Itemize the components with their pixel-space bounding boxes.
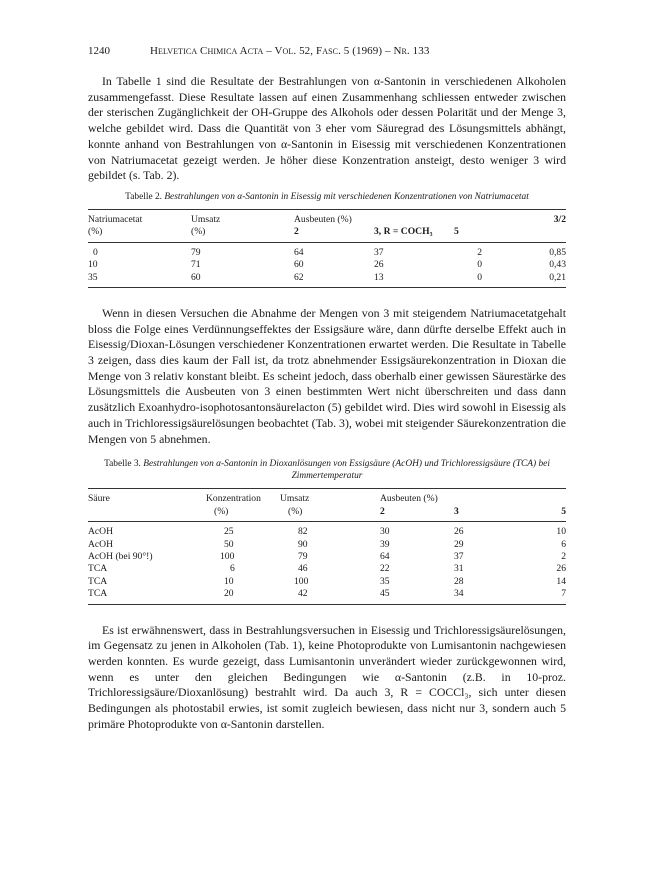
table-2 [88, 209, 566, 288]
t3-cell-c5: 14 [556, 575, 566, 587]
table-row [88, 551, 566, 563]
t2-header-c5: 5 [454, 226, 459, 238]
table-3-header-row [88, 489, 566, 506]
t2-header-natrium-unit: (%) [88, 226, 103, 238]
t3-header-konz-unit: (%) [214, 505, 229, 517]
t2-header-c3: 3, R = COCH₃ [374, 226, 433, 238]
t3-cell-c5: 6 [561, 538, 566, 550]
t3-cell-c5: 26 [556, 563, 566, 575]
t3-cell-c2: 45 [380, 588, 390, 600]
t3-header-c3: 3 [454, 505, 459, 517]
table-row [88, 588, 566, 604]
t3-cell-konz: 10 [224, 575, 234, 587]
table-row [88, 272, 566, 288]
t3-cell-saeure: TCA [88, 563, 108, 575]
t2-cell-umsatz: 60 [191, 271, 201, 283]
t3-cell-saeure: AcOH [88, 526, 114, 538]
t3-cell-umsatz: 46 [298, 563, 308, 575]
t2-cell-ratio: 0,85 [549, 246, 566, 258]
t3-cell-umsatz: 100 [294, 575, 309, 587]
table-3-label: Tabelle 3. [104, 459, 141, 470]
t2-cell-c5: 0 [477, 259, 482, 271]
t3-cell-c2: 39 [380, 538, 390, 550]
t3-cell-c3: 34 [454, 588, 464, 600]
t2-cell-c5: 2 [477, 246, 482, 258]
t2-cell-umsatz: 79 [191, 246, 201, 258]
t2-cell-c2: 64 [294, 246, 304, 258]
t2-cell-c3: 13 [374, 271, 384, 283]
running-title: Helvetica Chimica Acta – Vol. 52, Fasc. 5 (1969) – Nr. 133 [150, 45, 430, 57]
running-header [88, 44, 566, 58]
table-2-label: Tabelle 2. [125, 191, 162, 202]
t3-cell-c2: 22 [380, 563, 390, 575]
t3-cell-c2: 30 [380, 526, 390, 538]
t3-cell-c3: 37 [454, 550, 464, 562]
t3-cell-c5: 7 [561, 588, 566, 600]
t2-header-umsatz-unit: (%) [191, 226, 206, 238]
t2-cell-c3: 26 [374, 259, 384, 271]
t2-header-ratio: 3/2 [553, 213, 566, 225]
t3-header-ausbeuten: Ausbeuten (%) [380, 493, 438, 505]
table-2-subheader-row [88, 226, 566, 242]
table-3-title: Bestrahlungen von α-Santonin in Dioxanlösungen von Essigsäure (AcOH) und Trichloressigsäure (TCA) bei Zimmertemperatur [143, 459, 550, 482]
t3-cell-umsatz: 82 [298, 526, 308, 538]
t3-header-umsatz: Umsatz [280, 493, 310, 505]
t2-cell-c2: 62 [294, 271, 304, 283]
t2-cell-ratio: 0,21 [549, 271, 566, 283]
table-row [88, 259, 566, 271]
t3-cell-saeure: TCA [88, 575, 108, 587]
t3-cell-c5: 10 [556, 526, 566, 538]
t3-header-saeure: Säure [88, 493, 110, 505]
paragraph-1: In Tabelle 1 sind die Resultate der Bestrahlungen von α-Santonin in verschiedenen Alkoholen zusammengefasst. Diese Resultate lassen auf einen Zusammenhang schliessen entweder zwischen der sterischen Zugänglichkeit der OH-Gruppe des Alkohols oder dessen Polarität und der Menge 3, welche gebildet wird. Dass die Quantität von 3 eher vom Säuregrad des Lösungsmittels abhängt, konnte anhand von Bestrahlungen von α-Santonin in Eisessig mit verschiedenen Konzentrationen von Natriumacetat gezeigt werden. Je höher diese Konzentration ansteigt, desto weniger 3 wird gebildet (s. Tab. 2). [88, 74, 566, 183]
t3-cell-umsatz: 42 [298, 588, 308, 600]
t3-cell-konz: 100 [220, 550, 235, 562]
t2-cell-natrium: 10 [88, 259, 98, 271]
t3-cell-umsatz: 79 [298, 550, 308, 562]
t2-header-umsatz: Umsatz [191, 213, 221, 225]
t2-header-c2: 2 [294, 226, 299, 238]
t3-cell-saeure: TCA [88, 588, 108, 600]
t2-cell-ratio: 0,43 [549, 259, 566, 271]
page [88, 44, 566, 732]
t2-cell-umsatz: 71 [191, 259, 201, 271]
t3-cell-c3: 31 [454, 563, 464, 575]
t2-cell-c2: 60 [294, 259, 304, 271]
t3-cell-konz: 6 [230, 563, 235, 575]
table-row [88, 539, 566, 551]
t3-cell-c3: 28 [454, 575, 464, 587]
t2-header-natrium: Natriumacetat [88, 213, 143, 225]
table-3-subheader-row [88, 506, 566, 522]
paragraph-3: Es ist erwähnenswert, dass in Bestrahlungsversuchen in Eisessig und Trichloressigsäurelösungen, im Gegensatz zu jenen in Alkoholen (Tab. 1), keine Photoprodukte von Lumisantonin nachgewiesen werden konnten. Es wurde gezeigt, dass Lumisantonin unverändert wieder zurückgewonnen wird, wenn es unter den gleichen Bedingungen wie α-Santonin (z.B. in 10-proz. Trichloressigsäure/Dioxanlösung) bestrahlt wird. Da auch 3, R = COCCl₃, sich unter diesen Bedingungen als photostabil erwies, ist somit zugleich bewiesen, dass nicht nur 3, sondern auch 5 primäre Photoprodukte von α-Santonin darstellen. [88, 622, 566, 731]
t2-header-ausbeuten: Ausbeuten (%) [294, 213, 352, 225]
t3-cell-c3: 29 [454, 538, 464, 550]
t3-cell-c3: 26 [454, 526, 464, 538]
t3-cell-saeure: AcOH (bei 90°!) [88, 550, 153, 562]
t3-cell-saeure: AcOH [88, 538, 114, 550]
t3-header-umsatz-unit: (%) [288, 505, 303, 517]
t3-cell-konz: 20 [224, 588, 234, 600]
paragraph-2: Wenn in diesen Versuchen die Abnahme der Mengen von 3 mit steigendem Natriumacetatgehalt bloss die Folge eines Verdünnungseffektes der Essigsäure wäre, dann dürfte derselbe Effekt auch in Eisessig/Dioxan-Lösungen verschiedener Konzentrationen erwartet werden. Die Resultate in Tabelle 3 zeigen, dass dies kaum der Fall ist, da trotz abnehmender Essigsäurekonzentration in Dioxan die Menge von 3 relativ konstant bleibt. Es scheint jedoch, dass oberhalb einer gewissen Säurestärke des Lösungsmittels die Ausbeuten von 3 einen bestimmten Wert nicht überschreiten und dass dann zusätzlich Exoanhydro-isophotosantonsäurelacton (5) gebildet wird. Dies wird sowohl in Eisessig als auch in Trichloressigsäurelösungen beobachtet (Tab. 3), wobei mit steigender Säurekonzentration die Mengen von 5 abnehmen. [88, 305, 567, 446]
table-row [88, 522, 566, 539]
t3-cell-c5: 2 [561, 550, 566, 562]
t3-cell-c2: 35 [380, 575, 390, 587]
t3-header-c2: 2 [380, 505, 385, 517]
t3-cell-konz: 25 [224, 526, 234, 538]
table-row [88, 242, 566, 259]
t3-cell-konz: 50 [224, 538, 234, 550]
table-row [88, 576, 566, 588]
t3-header-konz: Konzentration [206, 493, 261, 505]
table-2-header-row [88, 209, 566, 226]
t2-cell-c3: 37 [374, 246, 384, 258]
t2-cell-natrium: 35 [88, 271, 98, 283]
t3-cell-umsatz: 90 [298, 538, 308, 550]
t2-cell-natrium: 0 [93, 246, 98, 258]
table-3-caption [98, 458, 556, 482]
table-3 [88, 488, 566, 604]
t3-header-c5: 5 [561, 505, 566, 517]
table-2-title: Bestrahlungen von α-Santonin in Eisessig mit verschiedenen Konzentrationen von Natriumacetat [164, 191, 529, 202]
table-2-caption [98, 191, 556, 203]
t2-cell-c5: 0 [477, 271, 482, 283]
page-number: 1240 [88, 45, 110, 57]
t3-cell-c2: 64 [380, 550, 390, 562]
table-row [88, 563, 566, 575]
